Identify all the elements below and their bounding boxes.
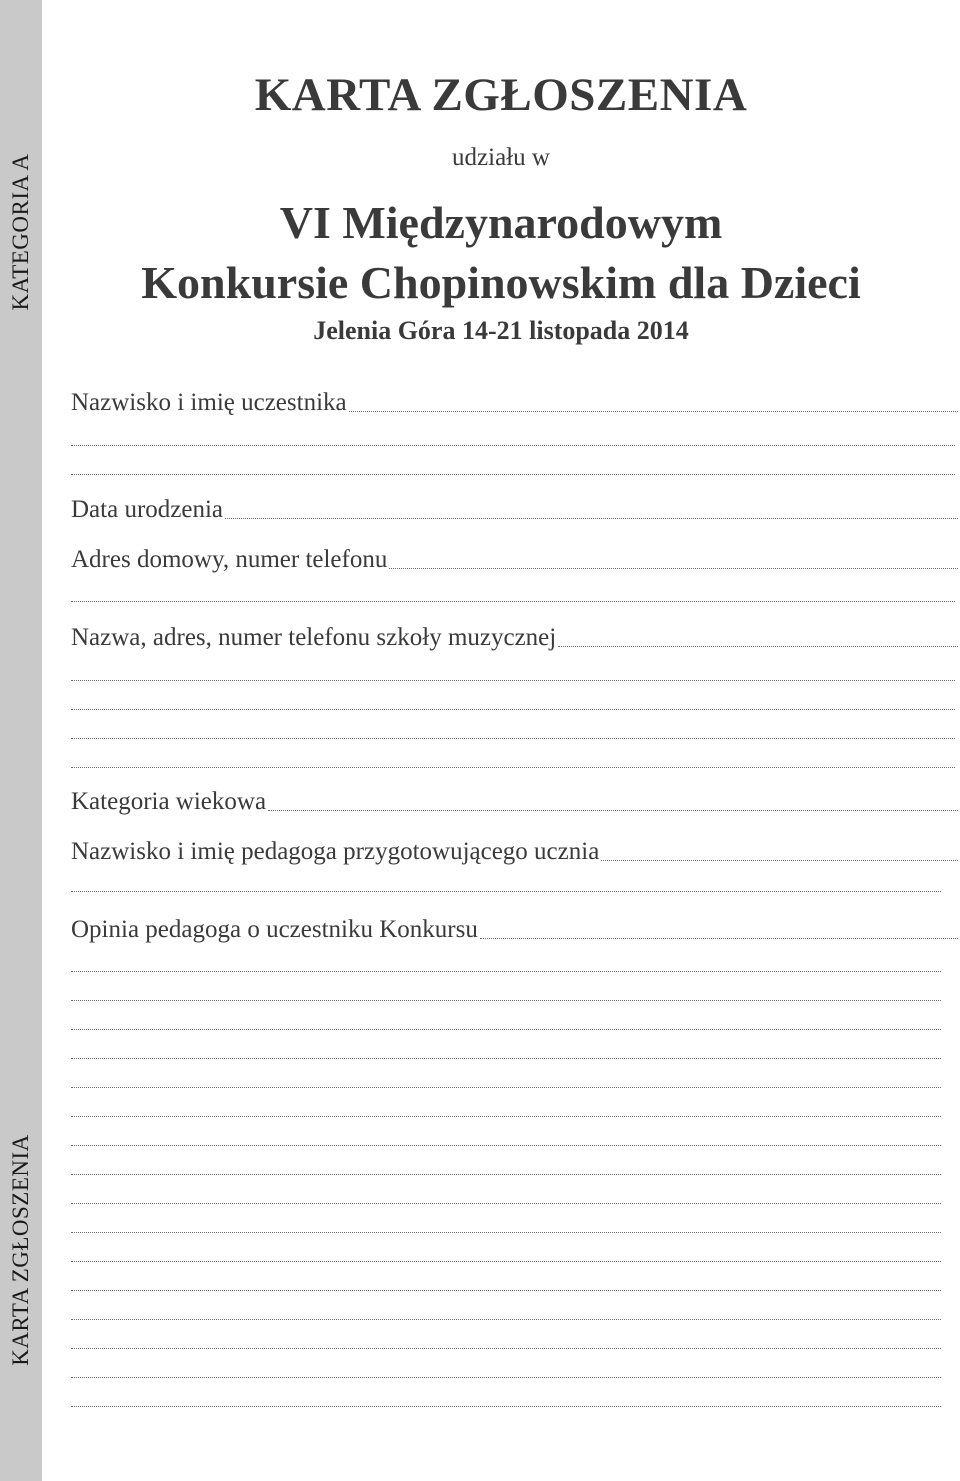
teacher-opinion-line-2[interactable] [71, 971, 941, 972]
music-school-line-3[interactable] [71, 709, 955, 710]
teacher-opinion-field[interactable] [71, 912, 958, 946]
home-address-label: Adres domowy, numer telefonu [71, 546, 388, 573]
teacher-opinion-line-9[interactable] [71, 1174, 941, 1175]
teacher-opinion-line-4[interactable] [71, 1029, 941, 1030]
teacher-opinion-line-10[interactable] [71, 1203, 941, 1204]
music-school-dotted-line[interactable] [558, 645, 958, 647]
participant-name-field[interactable] [71, 385, 958, 419]
music-school-field[interactable] [71, 620, 958, 654]
participant-name-dotted-line[interactable] [349, 410, 958, 412]
teacher-opinion-line-15[interactable] [71, 1348, 941, 1349]
teacher-opinion-label: Opinia pedagoga o uczestniku Konkursu [71, 916, 478, 943]
teacher-name-field[interactable] [71, 834, 958, 868]
event-name-line-2: Konkursie Chopinowskim dla Dzieci [141, 257, 861, 308]
home-address-dotted-line[interactable] [389, 567, 958, 569]
form-subtitle: udziału w [452, 144, 550, 171]
participant-name-line-3[interactable] [71, 474, 955, 475]
teacher-opinion-line-8[interactable] [71, 1145, 941, 1146]
teacher-opinion-line-17[interactable] [71, 1406, 941, 1407]
form-title: KARTA ZGŁOSZENIA [254, 69, 748, 121]
age-category-label: Kategoria wiekowa [71, 788, 267, 815]
teacher-name-dotted-line[interactable] [601, 859, 958, 861]
birth-date-field[interactable] [71, 492, 958, 526]
teacher-opinion-line-3[interactable] [71, 1000, 941, 1001]
music-school-line-4[interactable] [71, 738, 955, 739]
home-address-line-2[interactable] [71, 601, 955, 602]
teacher-opinion-line-16[interactable] [71, 1377, 941, 1378]
participant-name-line-2[interactable] [71, 445, 955, 446]
teacher-name-label: Nazwisko i imię pedagoga przygotowującego ucznia [71, 838, 600, 865]
participant-name-label: Nazwisko i imię uczestnika [71, 389, 347, 416]
teacher-opinion-line-6[interactable] [71, 1087, 941, 1088]
teacher-opinion-line-13[interactable] [71, 1290, 941, 1291]
category-label: KATEGORIA A [8, 153, 33, 311]
teacher-opinion-dotted-line[interactable] [480, 937, 958, 939]
music-school-line-2[interactable] [71, 680, 955, 681]
age-category-dotted-line[interactable] [268, 809, 958, 811]
music-school-label: Nazwa, adres, numer telefonu szkoły muzycznej [71, 624, 557, 651]
event-name-line-1: VI Międzynarodowym [279, 197, 723, 248]
teacher-opinion-line-11[interactable] [71, 1232, 941, 1233]
birth-date-label: Data urodzenia [71, 496, 224, 523]
birth-date-dotted-line[interactable] [225, 517, 958, 519]
teacher-opinion-line-12[interactable] [71, 1261, 941, 1262]
form-side-label: KARTA ZGŁOSZENIA [8, 1134, 33, 1366]
teacher-opinion-line-7[interactable] [71, 1116, 941, 1117]
side-strip [0, 0, 42, 1481]
teacher-opinion-line-5[interactable] [71, 1058, 941, 1059]
event-place-date: Jelenia Góra 14-21 listopada 2014 [313, 316, 689, 345]
teacher-opinion-line-14[interactable] [71, 1319, 941, 1320]
teacher-name-line-2[interactable] [71, 891, 941, 892]
home-address-field[interactable] [71, 542, 958, 576]
age-category-field[interactable] [71, 784, 958, 818]
music-school-line-5[interactable] [71, 767, 955, 768]
